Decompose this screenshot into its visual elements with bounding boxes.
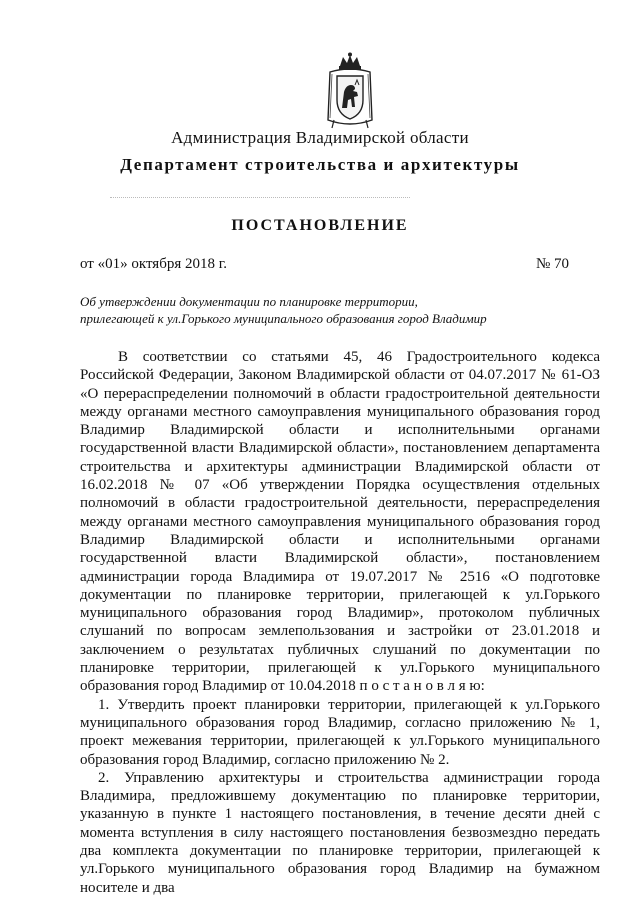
document-subject (80, 293, 520, 327)
subject-line-2: прилегающей к ул.Горького муниципального образования город Владимир (80, 311, 487, 326)
clause-2: 2. Управлению архитектуры и строительства администрации города Владимира, предложившему документацию по планировке территории, указанную в пункте 1 настоящего постановления, в течение десяти дней с момента вступления в силу настоящего постановления безвозмездно передать два комплекта документации по планировке территории, прилегающей к ул.Горького муниципального образования город Владимир на бумажном носителе и два (80, 769, 600, 896)
document-date: от «01» октября 2018 г. (80, 256, 227, 272)
document-number: № 70 (536, 256, 570, 272)
coat-of-arms-emblem (324, 52, 376, 130)
header-divider (110, 197, 410, 198)
clause-1: 1. Утвердить проект планировки территории, прилегающей к ул.Горького муниципального образования город Владимир, согласно приложению № 1, проект межевания территории, прилегающей к ул.Горького муниципального образования город Владимир, согласно приложению № 2. (80, 696, 600, 768)
subject-line-1: Об утверждении документации по планировке территории, (80, 294, 418, 309)
administration-name: Администрация Владимирской области (171, 128, 469, 147)
preamble-paragraph: В соответствии со статьями 45, 46 Градостроительного кодекса Российской Федерации, Законом Владимирской области от 04.07.2017 № 61-ОЗ «О перераспределении полномочий в области градостроительной деятельности между органами местного самоуправления муниципального образования город Владимир Владимирской области и исполнительными органами государственной власти Владимирской области», постановлением департамента строительства и архитектуры администрации Владимирской области от 16.02.2018 № 07 «Об утверждении Порядка осуществления отдельных полномочий в области градостроительной деятельности, перераспределения между органами местного самоуправления муниципального образования город Владимир Владимирской области и исполнительными органами государственной власти Владимирской области», постановлением администрации города Владимира от 19.07.2017 № 2516 «О подготовке документации по планировке территории, прилегающей к ул.Горького муниципального образования город Владимир», протоколом публичных слушаний по вопросам землепользования и застройки от 23.01.2018 и заключением о результатах публичных слушаний по документации по планировке территории, прилегающей к ул.Горького муниципального образования город Владимир от 10.04.2018 п о с т а н о в л я ю: (80, 349, 600, 695)
document-type-title: ПОСТАНОВЛЕНИЕ (231, 217, 409, 234)
document-body (80, 348, 600, 897)
department-name: Департамент строительства и архитектуры (120, 155, 520, 174)
